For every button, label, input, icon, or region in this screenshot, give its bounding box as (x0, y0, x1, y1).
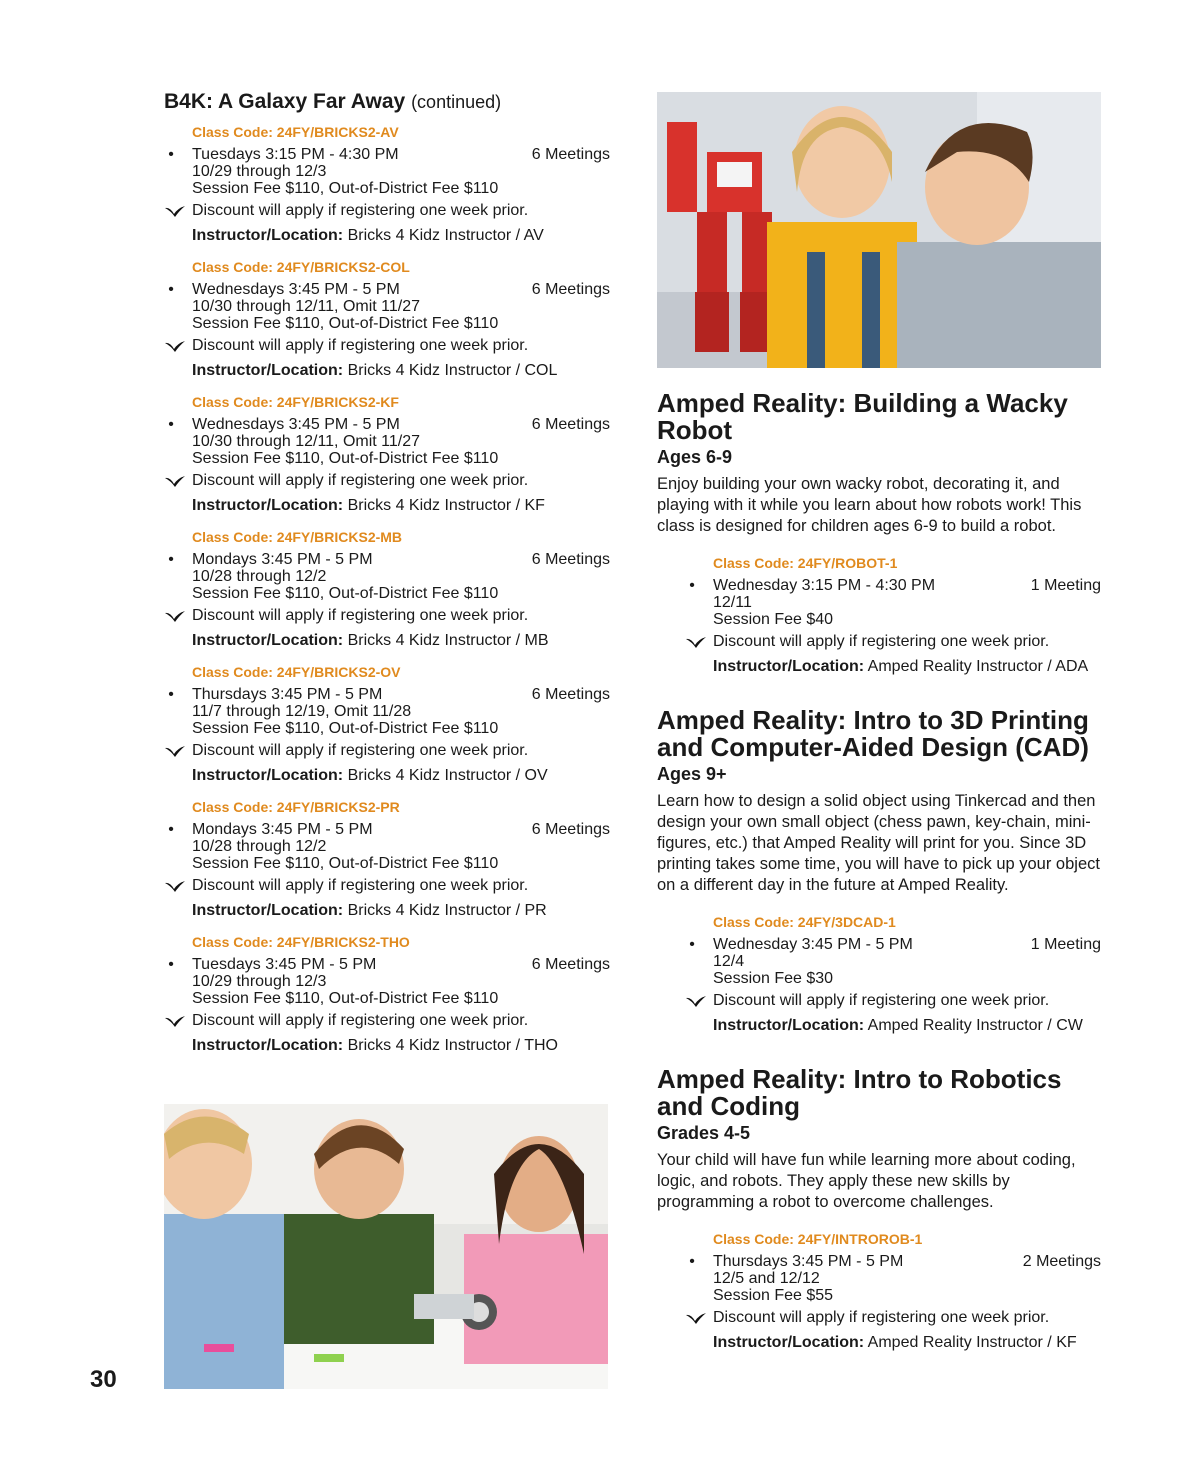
discount-check-icon (164, 610, 186, 622)
discount-check-icon (164, 475, 186, 487)
discount-note (164, 337, 610, 354)
bullet-icon: • (689, 577, 695, 594)
meetings-count: 1 Meeting (1030, 577, 1101, 594)
class-session (164, 124, 610, 244)
instructor-value: Amped Reality Instructor / CW (867, 1017, 1083, 1034)
fee: Session Fee $110, Out-of-District Fee $110 (192, 585, 499, 602)
schedule-row (685, 1253, 1101, 1304)
course-block (657, 390, 1101, 675)
discount-text: Discount will apply if registering one week prior. (192, 742, 529, 759)
discount-check-icon (164, 745, 186, 757)
class-code: Class Code: 24FY/3DCAD-1 (713, 914, 896, 930)
bullet-icon: • (168, 686, 174, 703)
course-ages: Ages 6-9 (657, 447, 733, 467)
fee: Session Fee $30 (713, 970, 834, 987)
instructor-label: Instructor/Location: (713, 1334, 865, 1351)
discount-check-icon (164, 205, 186, 217)
class-code: Class Code: 24FY/BRICKS2-OV (192, 664, 401, 680)
instructor-location (164, 497, 610, 514)
discount-check-icon (164, 1015, 186, 1027)
dates: 12/5 and 12/12 (713, 1270, 820, 1287)
class-session (164, 799, 610, 919)
instructor-location (685, 658, 1101, 675)
class-code: Class Code: 24FY/ROBOT-1 (713, 555, 898, 571)
instructor-label: Instructor/Location: (192, 632, 344, 649)
discount-text: Discount will apply if registering one week prior. (192, 607, 529, 624)
bullet-icon: • (168, 551, 174, 568)
instructor-value: Bricks 4 Kidz Instructor / OV (347, 767, 548, 784)
discount-text: Discount will apply if registering one week prior. (713, 1309, 1050, 1326)
class-session (685, 914, 1101, 1034)
schedule: Wednesday 3:45 PM - 5 PM (713, 936, 913, 953)
instructor-value: Bricks 4 Kidz Instructor / THO (347, 1037, 558, 1054)
class-code: Class Code: 24FY/BRICKS2-PR (192, 799, 400, 815)
schedule-row (164, 146, 610, 197)
instructor-location (164, 227, 610, 244)
discount-text: Discount will apply if registering one week prior. (192, 337, 529, 354)
meetings-count: 6 Meetings (531, 281, 610, 298)
course-title: Amped Reality: Building a Wacky Robot (657, 388, 1068, 445)
fee: Session Fee $110, Out-of-District Fee $110 (192, 720, 499, 737)
discount-note (685, 633, 1101, 650)
discount-text: Discount will apply if registering one week prior. (713, 633, 1050, 650)
discount-note (164, 202, 610, 219)
dates: 12/4 (713, 953, 745, 970)
discount-note (685, 992, 1101, 1009)
meetings-count: 1 Meeting (1030, 936, 1101, 953)
dates: 10/30 through 12/11, Omit 11/27 (192, 298, 421, 315)
schedule-row (685, 936, 1101, 987)
instructor-label: Instructor/Location: (192, 362, 344, 379)
class-session (164, 664, 610, 784)
schedule: Mondays 3:45 PM - 5 PM (192, 821, 373, 838)
discount-text: Discount will apply if registering one week prior. (192, 1012, 529, 1029)
fee: Session Fee $110, Out-of-District Fee $110 (192, 315, 499, 332)
schedule: Wednesdays 3:45 PM - 5 PM (192, 416, 400, 433)
meetings-count: 6 Meetings (531, 821, 610, 838)
schedule: Mondays 3:45 PM - 5 PM (192, 551, 373, 568)
discount-note (164, 1012, 610, 1029)
instructor-value: Bricks 4 Kidz Instructor / KF (347, 497, 545, 514)
bullet-icon: • (168, 281, 174, 298)
class-code: Class Code: 24FY/BRICKS2-COL (192, 259, 410, 275)
dates: 10/28 through 12/2 (192, 838, 327, 855)
class-session (164, 529, 610, 649)
discount-note (164, 742, 610, 759)
instructor-location (164, 767, 610, 784)
schedule: Wednesdays 3:45 PM - 5 PM (192, 281, 400, 298)
discount-check-icon (685, 1312, 707, 1324)
schedule-row (164, 821, 610, 872)
dates: 10/29 through 12/3 (192, 163, 327, 180)
schedule: Thursdays 3:45 PM - 5 PM (713, 1253, 904, 1270)
instructor-label: Instructor/Location: (713, 658, 865, 675)
discount-text: Discount will apply if registering one week prior. (192, 202, 529, 219)
meetings-count: 6 Meetings (531, 416, 610, 433)
instructor-value: Bricks 4 Kidz Instructor / MB (347, 632, 549, 649)
schedule: Wednesday 3:15 PM - 4:30 PM (713, 577, 936, 594)
instructor-value: Bricks 4 Kidz Instructor / PR (347, 902, 547, 919)
fee: Session Fee $110, Out-of-District Fee $110 (192, 450, 499, 467)
instructor-label: Instructor/Location: (192, 902, 344, 919)
instructor-location (164, 632, 610, 649)
section-title-suffix: (continued) (411, 92, 502, 112)
section-title: B4K: A Galaxy Far Away (164, 90, 406, 113)
dates: 10/29 through 12/3 (192, 973, 327, 990)
left-column (164, 90, 610, 1069)
course-title: Amped Reality: Intro to Robotics and Coding (657, 1064, 1062, 1121)
section-heading (164, 90, 610, 114)
instructor-location (164, 1037, 610, 1054)
instructor-label: Instructor/Location: (192, 227, 344, 244)
schedule-row (164, 416, 610, 467)
schedule-row (164, 281, 610, 332)
meetings-count: 6 Meetings (531, 686, 610, 703)
instructor-location (685, 1334, 1101, 1351)
meetings-count: 6 Meetings (531, 146, 610, 163)
class-session (164, 934, 610, 1054)
dates: 10/30 through 12/11, Omit 11/27 (192, 433, 421, 450)
instructor-location (164, 362, 610, 379)
instructor-location (164, 902, 610, 919)
instructor-label: Instructor/Location: (713, 1017, 865, 1034)
schedule: Tuesdays 3:15 PM - 4:30 PM (192, 146, 399, 163)
dates: 10/28 through 12/2 (192, 568, 327, 585)
schedule: Thursdays 3:45 PM - 5 PM (192, 686, 383, 703)
course-block (657, 707, 1101, 1034)
schedule-row (164, 551, 610, 602)
course-description: Enjoy building your own wacky robot, decorating it, and playing with it while you learn about how robots work! This class is designed for children ages 6-9 to build a robot. (657, 475, 1082, 535)
schedule-row (685, 577, 1101, 628)
class-session (685, 555, 1101, 675)
discount-check-icon (164, 880, 186, 892)
schedule-row (164, 686, 610, 737)
instructor-value: Amped Reality Instructor / ADA (867, 658, 1089, 675)
bullet-icon: • (168, 146, 174, 163)
course-ages: Ages 9+ (657, 764, 727, 784)
discount-check-icon (685, 636, 707, 648)
instructor-location (685, 1017, 1101, 1034)
discount-text: Discount will apply if registering one week prior. (192, 472, 529, 489)
fee: Session Fee $40 (713, 611, 834, 628)
bullet-icon: • (168, 416, 174, 433)
course-block (657, 1066, 1101, 1351)
dates: 11/7 through 12/19, Omit 11/28 (192, 703, 412, 720)
bullet-icon: • (168, 821, 174, 838)
class-code: Class Code: 24FY/BRICKS2-AV (192, 124, 399, 140)
fee: Session Fee $110, Out-of-District Fee $110 (192, 855, 499, 872)
discount-text: Discount will apply if registering one week prior. (192, 877, 529, 894)
discount-note (164, 472, 610, 489)
instructor-label: Instructor/Location: (192, 497, 344, 514)
class-code: Class Code: 24FY/BRICKS2-THO (192, 934, 410, 950)
class-session (685, 1231, 1101, 1351)
schedule-row (164, 956, 610, 1007)
class-code: Class Code: 24FY/INTROROB-1 (713, 1231, 923, 1247)
right-column (657, 390, 1101, 1383)
fee: Session Fee $110, Out-of-District Fee $110 (192, 990, 499, 1007)
dates: 12/11 (713, 594, 752, 611)
instructor-label: Instructor/Location: (192, 1037, 344, 1054)
fee: Session Fee $55 (713, 1287, 834, 1304)
schedule: Tuesdays 3:45 PM - 5 PM (192, 956, 377, 973)
course-ages: Grades 4-5 (657, 1123, 751, 1143)
discount-check-icon (685, 995, 707, 1007)
instructor-label: Instructor/Location: (192, 767, 344, 784)
class-session (164, 394, 610, 514)
course-description: Learn how to design a solid object using Tinkercad and then design your own small object (chess pawn, key-chain, mini-figures, etc.) that Amped Reality will print for you. Since 3D printing takes some time, you will have to pick up your object on a different day in the future at Amped Reality. (657, 792, 1100, 894)
discount-text: Discount will apply if registering one week prior. (713, 992, 1050, 1009)
class-code: Class Code: 24FY/BRICKS2-KF (192, 394, 399, 410)
instructor-value: Amped Reality Instructor / KF (867, 1334, 1077, 1351)
instructor-value: Bricks 4 Kidz Instructor / AV (347, 227, 544, 244)
discount-check-icon (164, 340, 186, 352)
class-code: Class Code: 24FY/BRICKS2-MB (192, 529, 403, 545)
course-title: Amped Reality: Intro to 3D Printing and Computer-Aided Design (CAD) (657, 705, 1089, 762)
fee: Session Fee $110, Out-of-District Fee $110 (192, 180, 499, 197)
discount-note (164, 877, 610, 894)
bullet-icon: • (168, 956, 174, 973)
class-session (164, 259, 610, 379)
discount-note (164, 607, 610, 624)
meetings-count: 2 Meetings (1022, 1253, 1101, 1270)
meetings-count: 6 Meetings (531, 551, 610, 568)
bullet-icon: • (689, 1253, 695, 1270)
bullet-icon: • (689, 936, 695, 953)
robot-kids-photo (657, 92, 1101, 368)
discount-note (685, 1309, 1101, 1326)
page-number: 30 (90, 1366, 117, 1393)
building-kids-photo (164, 1104, 608, 1389)
instructor-value: Bricks 4 Kidz Instructor / COL (347, 362, 558, 379)
meetings-count: 6 Meetings (531, 956, 610, 973)
course-description: Your child will have fun while learning more about coding, logic, and robots. They apply these new skills by programming a robot to overcome challenges. (657, 1151, 1076, 1211)
